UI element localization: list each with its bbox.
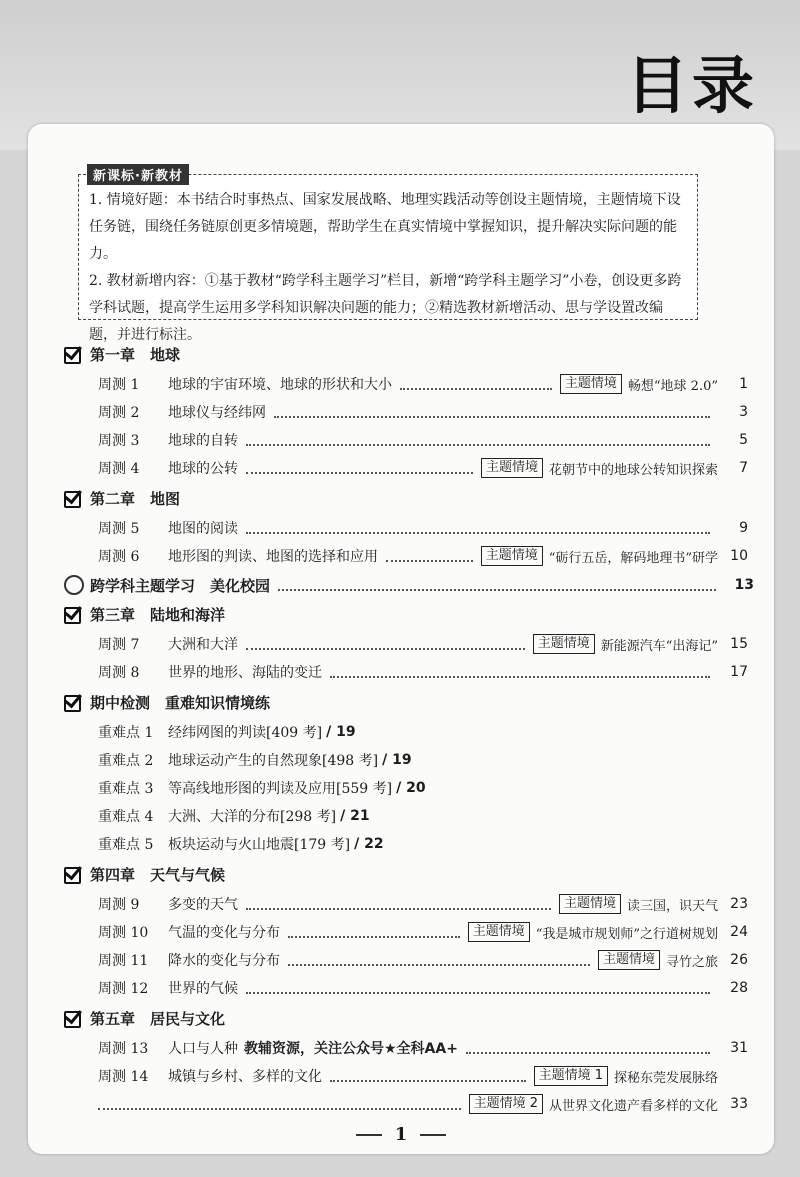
page-footer [28,1124,774,1145]
chapter-title: 第四章 天气与气候 [90,865,226,884]
entry-title: 世界的地形、海陆的变迁 [168,665,322,681]
footer-rule [356,1134,382,1136]
page-number: / 22 [354,836,384,852]
dot-leader [288,954,590,966]
dot-leader [400,378,552,390]
entry-code: 重难点 5 [98,837,154,853]
theme-text: 从世界文化遗产看多样的文化 [548,1098,718,1114]
theme-badge: 主题情境 [598,950,660,970]
chapter-title: 第一章 地球 [90,345,181,364]
dot-leader [98,1098,461,1110]
bleed-through [90,66,135,87]
dot-leader [288,926,460,938]
page-number: / 20 [396,780,426,796]
page-number: 31 [730,1040,748,1056]
key-point-entry[interactable] [98,718,748,746]
page-number: / 19 [326,724,356,740]
theme-badge: 主题情境 1 [534,1066,608,1086]
toc-entry[interactable] [98,974,748,1002]
page-number: 17 [730,664,748,680]
cross-title: 跨学科主题学习 美化校园 [90,576,271,595]
intro-tag: 新课标·新教材 [87,164,189,185]
entry-code: 周测 6 [98,549,140,565]
intro-paragraph-1: 1. 情境好题：本书结合时事热点、国家发展战略、地理实践活动等创设主题情境，主题情境下设任务链，围绕任务链原创更多情境题，帮助学生在真实情境中掌握知识，提升解决实际问题的能力。 [89,192,681,262]
watermark-text: 教辅资源，关注公众号★全科AA+ [244,1041,458,1057]
page-sheet [28,124,774,1154]
toc-entry[interactable] [98,1062,748,1090]
chapter-title: 第五章 居民与文化 [90,1009,226,1028]
key-point-entry[interactable] [98,774,748,802]
entry-code: 周测 7 [98,637,140,653]
chapter-title: 第三章 陆地和海洋 [90,605,226,624]
dot-leader [246,434,710,446]
toc-entry[interactable] [98,918,748,946]
dot-leader [386,550,473,562]
entry-code: 重难点 1 [98,725,154,741]
dot-leader [330,666,710,678]
entry-title: 地球的公转 [168,461,238,477]
theme-badge: 主题情境 [559,894,621,914]
toc-entry[interactable] [98,890,748,918]
entry-title: 等高线地形图的判读及应用[559 考] [168,781,393,797]
page-number: / 21 [340,808,370,824]
entry-code: 周测 5 [98,521,140,537]
toc-entry[interactable] [98,1034,748,1062]
entry-title: 经纬网图的判读[409 考] [168,725,323,741]
entry-title: 地球仪与经纬网 [168,405,266,421]
entry-title: 气温的变化与分布 [168,925,280,941]
intro-paragraph-2: 2. 教材新增内容：①基于教材“跨学科主题学习”栏目，新增“跨学科主题学习”小卷，创设更多跨学科试题，提高学生运用多学科知识解决问题的能力；②精选教材新增活动、思与学设置改编题，并进行标注。 [89,273,682,343]
checkmark-icon [64,865,82,883]
page-number: 28 [730,980,748,996]
entry-code: 周测 3 [98,433,140,449]
toc-entry[interactable] [98,370,748,398]
dot-leader [246,898,551,910]
page-title: 目录 [625,49,758,122]
entry-code: 重难点 4 [98,809,154,825]
entry-code: 周测 13 [98,1041,149,1057]
page-number: 3 [739,404,748,420]
dot-leader [278,579,716,591]
theme-text: 畅想“地球 2.0” [627,378,718,394]
theme-text: 新能源汽车“出海记” [600,638,718,654]
entry-title: 城镇与乡村、多样的文化 [168,1069,322,1085]
page-number: 7 [739,460,748,476]
intro-box [78,169,698,343]
page-number: 24 [730,924,748,940]
chapter-4-heading[interactable] [64,860,754,888]
key-point-entry[interactable] [98,746,748,774]
theme-badge: 主题情境 [468,922,530,942]
theme-badge: 主题情境 [481,458,543,478]
dot-leader [274,406,710,418]
toc-entry[interactable] [98,426,748,454]
key-point-entry[interactable] [98,802,748,830]
entry-title: 地图的阅读 [168,521,238,537]
dot-leader [246,522,710,534]
dot-leader [466,1042,710,1054]
toc-entry[interactable] [98,454,748,482]
entry-code: 周测 10 [98,925,149,941]
chapter-1-heading[interactable] [64,340,754,368]
chapter-2-heading[interactable] [64,484,754,512]
dot-leader [246,982,710,994]
dot-leader [330,1070,526,1082]
page-number: 5 [739,432,748,448]
dot-leader [246,638,525,650]
toc-entry[interactable] [98,630,748,658]
entry-title: 地球运动产生的自然现象[498 考] [168,753,379,769]
entry-title: 降水的变化与分布 [168,953,280,969]
toc-entry[interactable] [98,658,748,686]
theme-text: 探秘东莞发展脉络 [613,1070,718,1086]
checkmark-icon [64,489,82,507]
entry-title: 地球的宇宙环境、地球的形状和大小 [168,377,392,393]
entry-code: 周测 2 [98,405,140,421]
entry-code: 周测 8 [98,665,140,681]
entry-title: 人口与人种 [168,1041,238,1057]
chapter-5-heading[interactable] [64,1004,754,1032]
page-number: 1 [739,376,748,392]
toc-entry[interactable] [98,398,748,426]
intro-text [89,187,687,349]
footer-rule [420,1134,446,1136]
page-number: 9 [739,520,748,536]
cross-discipline-heading[interactable] [64,571,754,599]
toc-entry-continued[interactable] [98,1090,748,1118]
page-number: / 19 [382,752,412,768]
entry-title: 板块运动与火山地震[179 考] [168,837,351,853]
theme-text: 寻竹之旅 [665,954,718,970]
checkmark-icon [64,605,82,623]
entry-code: 周测 9 [98,897,140,913]
entry-title: 地形图的判读、地图的选择和应用 [168,549,378,565]
key-point-entry[interactable] [98,830,748,858]
page-number: 33 [730,1096,748,1112]
theme-text: 花朝节中的地球公转知识探索 [548,462,718,478]
chapter-title: 期中检测 重难知识情境练 [90,693,271,712]
entry-code: 周测 14 [98,1069,149,1085]
toc-entry[interactable] [98,514,748,542]
entry-title: 大洲、大洋的分布[298 考] [168,809,337,825]
entry-title: 地球的自转 [168,433,238,449]
lightbulb-icon [64,575,84,595]
theme-text: “我是城市规划师”之行道树规划 [535,926,718,942]
page-number: 10 [730,548,748,564]
dot-leader [246,462,473,474]
entry-title: 大洲和大洋 [168,637,238,653]
entry-title: 多变的天气 [168,897,238,913]
chapter-3-heading[interactable] [64,600,754,628]
toc-entry[interactable] [98,946,748,974]
entry-code: 周测 1 [98,377,140,393]
page-number: 26 [730,952,748,968]
theme-text: 读三国，识天气 [626,898,718,914]
checkmark-icon [64,693,82,711]
theme-badge: 主题情境 2 [469,1094,543,1114]
entry-code: 重难点 2 [98,753,154,769]
checkmark-icon [64,345,82,363]
page-number: 13 [734,577,754,593]
footer-page-number: 1 [394,1124,408,1145]
theme-text: “砺行五岳，解码地理书”研学 [548,550,718,566]
toc-entry[interactable] [98,542,748,570]
entry-code: 周测 11 [98,953,149,969]
theme-badge: 主题情境 [481,546,543,566]
theme-badge: 主题情境 [533,634,595,654]
entry-code: 周测 4 [98,461,140,477]
entry-title: 世界的气候 [168,981,238,997]
midterm-heading[interactable] [64,688,754,716]
page-number: 23 [730,896,748,912]
entry-code: 重难点 3 [98,781,154,797]
entry-code: 周测 12 [98,981,149,997]
page-number: 15 [730,636,748,652]
theme-badge: 主题情境 [560,374,622,394]
checkmark-icon [64,1009,82,1027]
chapter-title: 第二章 地图 [90,489,181,508]
